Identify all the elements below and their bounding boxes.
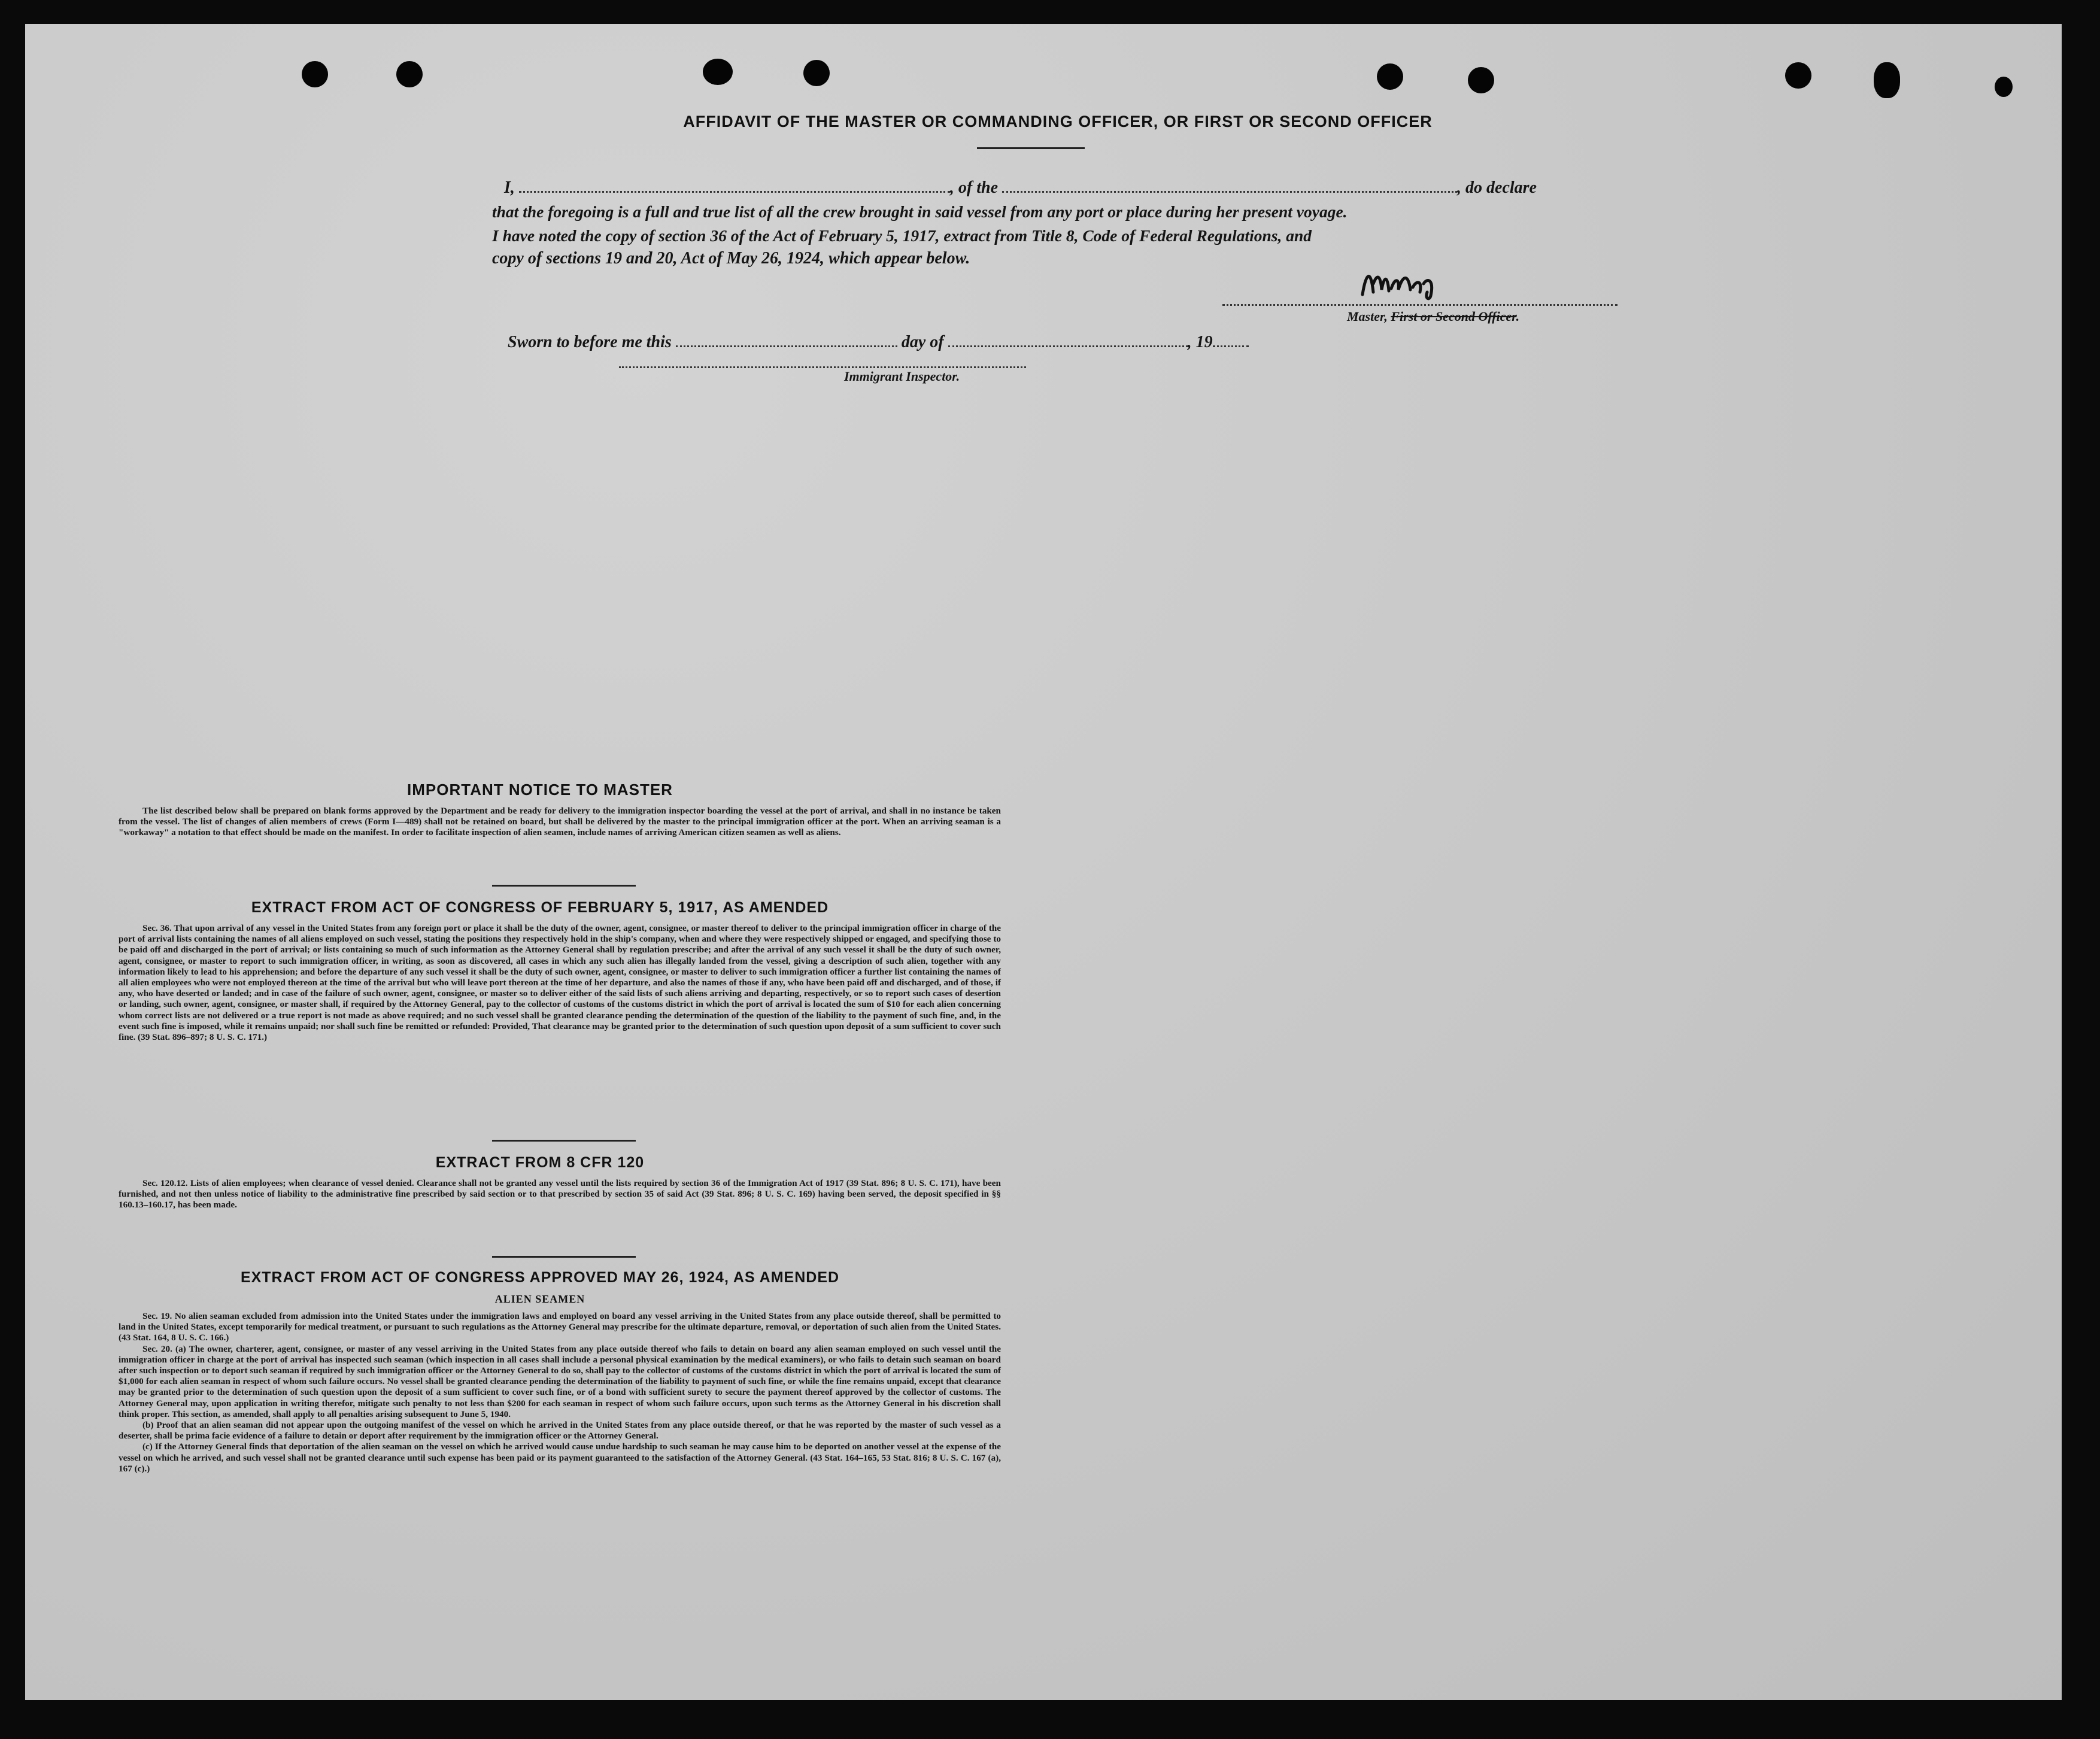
signature-title-struck: First or Second Officer <box>1391 309 1516 324</box>
sworn-prefix: Sworn to before me this <box>508 333 672 351</box>
notice-text: The list described below shall be prepared on blank forms approved by the Department and be ready for delivery to the immigration inspector boarding the vessel at the port of arrival, and shall in no instance be taken from the vessel. The list of changes of alien members of crews (Form I—489) shall not be retained on board, but shall be delivered by the master to the principal immigration officer at the port. When an arriving seaman is a "workaway" a notation to that effect should be made on the manifest. In order to facilitate inspection of alien seamen, include names of arriving American citizen seamen as well as aliens. <box>119 806 1001 838</box>
declaration-line-3: I have noted the copy of section 36 of the Act of February 5, 1917, extract from Title 8, Code of Federal Regulations, and <box>492 226 1312 245</box>
vessel-blank[interactable] <box>1002 179 1457 193</box>
notice-body <box>119 806 1001 839</box>
master-signature <box>1360 266 1444 302</box>
extract-1917-body <box>119 923 1001 1043</box>
sworn-year-blank[interactable] <box>1213 333 1249 347</box>
extract-cfr-body <box>119 1178 1001 1211</box>
extract-1924-body <box>119 1311 1001 1474</box>
notice-title: IMPORTANT NOTICE TO MASTER <box>407 781 673 799</box>
extract-1924-sec20c: (c) If the Attorney General finds that deportation of the alien seaman on the vessel on which he arrived would cause undue hardship to such seaman he may cause him to be deported on another vessel at the expense of the vessel on which he arrived, and such vessel shall not be granted clearance until such expense has been paid or its payment guaranteed to the satisfaction of the Attorney General. (43 Stat. 164–165, 53 Stat. 816; 8 U. S. C. 167 (a), 167 (c).) <box>119 1441 1001 1474</box>
punch-hole <box>1468 67 1494 93</box>
sworn-day-of: day of <box>901 333 944 351</box>
signature-title-end: . <box>1516 309 1520 324</box>
extract-cfr-divider <box>492 1256 636 1258</box>
extract-1924-subtitle: ALIEN SEAMEN <box>494 1293 585 1305</box>
punch-hole <box>1995 77 2013 97</box>
extract-1917-sec36: Sec. 36. That upon arrival of any vessel in the United States from any foreign port or place it shall be the duty of the owner, agent, consignee, or master thereof to deliver to the principal immigration officer in charge of the port of arrival lists containing the names of all aliens employed on such vessel, stating the positions they respectively hold in the ship's company, when and where they were respectively shipped or engaged, and specifying those to be paid off and discharged in the port of arrival; or lists containing so much of such information as the Attorney General shall by regulation prescribe; and after the arrival of any such vessel it shall be the duty of such owner, agent, consignee, or master to report to such immigration officer, in writing, as soon as discovered, all cases in which any such alien has illegally landed from the vessel, giving a description of such alien, together with any information likely to lead to his apprehension; and before the departure of any such vessel it shall be the duty of such owner, agent, consignee, or master to deliver to such immigration officer a further list containing the names of all alien employees who were not employed thereon at the time of the arrival but who will leave port thereon at the time of her departure, and also the names of those if any, who have been paid off and discharged, and of those, if any, who have deserted or landed; and in case of the failure of such owner, agent, consignee, or master so to deliver either of the said lists of such aliens arriving and departing, respectively, or so to report such cases of desertion or landing, such owner, agent, consignee, or master shall, if required by the Attorney General, pay to the collector of customs of the customs district in which the port of arrival is located the sum of $10 for each alien concerning whom correct lists are not delivered or a true report is not made as above required; and no such vessel shall be granted clearance pending the determination of the question of the liability to the payment of such fine, and, in the event such fine is imposed, while it remains unpaid; nor shall such fine be remitted or refunded: Provided, That clearance may be granted prior to the determination of such question upon deposit of a sum sufficient to cover such fine. (39 Stat. 896–897; 8 U. S. C. 171.) <box>119 923 1001 1043</box>
declaration-do-declare: , do declare <box>1457 178 1537 197</box>
punch-hole <box>803 60 830 86</box>
punch-hole <box>396 61 423 87</box>
punch-hole <box>1377 63 1403 90</box>
extract-1924-sec19: Sec. 19. No alien seaman excluded from admission into the United States under the immigration laws and employed on board any vessel arriving in the United States from any place outside thereof, shall be permitted to land in the United States, except temporarily for medical treatment, or pursuant to such regulations as the Attorney General may prescribe for the ultimate departure, removal, or deportation of such alien from the United States. (43 Stat. 164, 8 U. S. C. 166.) <box>119 1311 1001 1343</box>
extract-1924-sec20a: Sec. 20. (a) The owner, charterer, agent, consignee, or master of any vessel arriving in the United States from any place outside thereof who fails to detain on board any alien seaman employed on such vessel until the immigration officer in charge at the port of arrival has inspected such seaman (which inspection in all cases shall include a personal physical examination by the medical examiners), or who fails to detain such seaman on board after such inspection or to deport such seaman if required by such immigration officer or the Attorney General to do so, shall pay to the collector of customs of the customs district in which the port of arrival is located the sum of $1,000 for each alien seaman in respect of whom such failure occurs. No vessel shall be granted clearance pending the determination of the liability to payment of such fine, or while the fine remains unpaid, except that clearance may be granted prior to the determination of such question upon the deposit of a sum sufficient to cover such fine, or of a bond with sufficient surety to secure the payment thereof approved by the collector of customs. The Attorney General may, upon application in writing therefor, mitigate such penalty to not less than $200 for each seaman in respect of whom such failure occurs, upon such terms as the Attorney General in his discretion shall think proper. This section, as amended, shall apply to all penalties arising subsequent to June 5, 1940. <box>119 1343 1001 1419</box>
extract-cfr-title: EXTRACT FROM 8 CFR 120 <box>435 1154 645 1171</box>
inspector-line <box>619 366 1026 368</box>
signature-title-master: Master, <box>1347 309 1388 324</box>
declaration-line-4: copy of sections 19 and 20, Act of May 26, 1924, which appear below. <box>492 249 970 268</box>
sworn-month-blank[interactable] <box>948 333 1188 347</box>
extract-1917-title: EXTRACT FROM ACT OF CONGRESS OF FEBRUARY 5, 1917, AS AMENDED <box>251 899 829 916</box>
extract-1924-sec20b: (b) Proof that an alien seaman did not appear upon the outgoing manifest of the vessel on which he arrived in the United States from any place outside thereof, or that he was reported by the master of such vessel as a deserter, shall be prima facie evidence of a failure to detain or deport after requirement by the immigration officer or the Attorney General. <box>119 1420 1001 1441</box>
declaration-line-1 <box>504 178 1537 198</box>
sworn-day-blank[interactable] <box>676 333 897 347</box>
affidavit-title: AFFIDAVIT OF THE MASTER OR COMMANDING OFFICER, OR FIRST OR SECOND OFFICER <box>683 113 1433 130</box>
punch-hole <box>703 59 733 85</box>
inspector-label: Immigrant Inspector. <box>844 369 960 384</box>
name-blank[interactable] <box>519 179 950 193</box>
punch-hole <box>1785 62 1811 89</box>
declaration-line-2: that the foregoing is a full and true list of all the crew brought in said vessel from any port or place during her present voyage. <box>492 202 1348 221</box>
signature-line <box>1222 304 1618 306</box>
document-page <box>25 24 2062 1700</box>
notice-divider <box>492 885 636 887</box>
sworn-year: , 19 <box>1187 333 1213 351</box>
extract-1917-divider <box>492 1140 636 1142</box>
sworn-line <box>508 333 1249 352</box>
declaration-i: I, <box>504 178 515 197</box>
declaration-of-the: , of the <box>949 178 999 197</box>
extract-1924-title: EXTRACT FROM ACT OF CONGRESS APPROVED MAY 26, 1924, AS AMENDED <box>240 1269 840 1286</box>
punch-hole <box>302 61 328 87</box>
title-divider <box>977 147 1085 149</box>
signature-title <box>1347 309 1519 324</box>
punch-hole <box>1874 62 1900 98</box>
extract-cfr-sec120: Sec. 120.12. Lists of alien employees; when clearance of vessel denied. Clearance shall not be granted any vessel until the lists required by section 36 of the Immigration Act of 1917 (39 Stat. 896; 8 U. S. C. 171), have been furnished, and not then unless notice of liability to the administrative fine prescribed by said section or to that prescribed by section 35 of said Act (39 Stat. 896; 8 U. S. C. 169) having been served, the deposit specified in §§ 160.13–160.17, has been made. <box>119 1178 1001 1210</box>
